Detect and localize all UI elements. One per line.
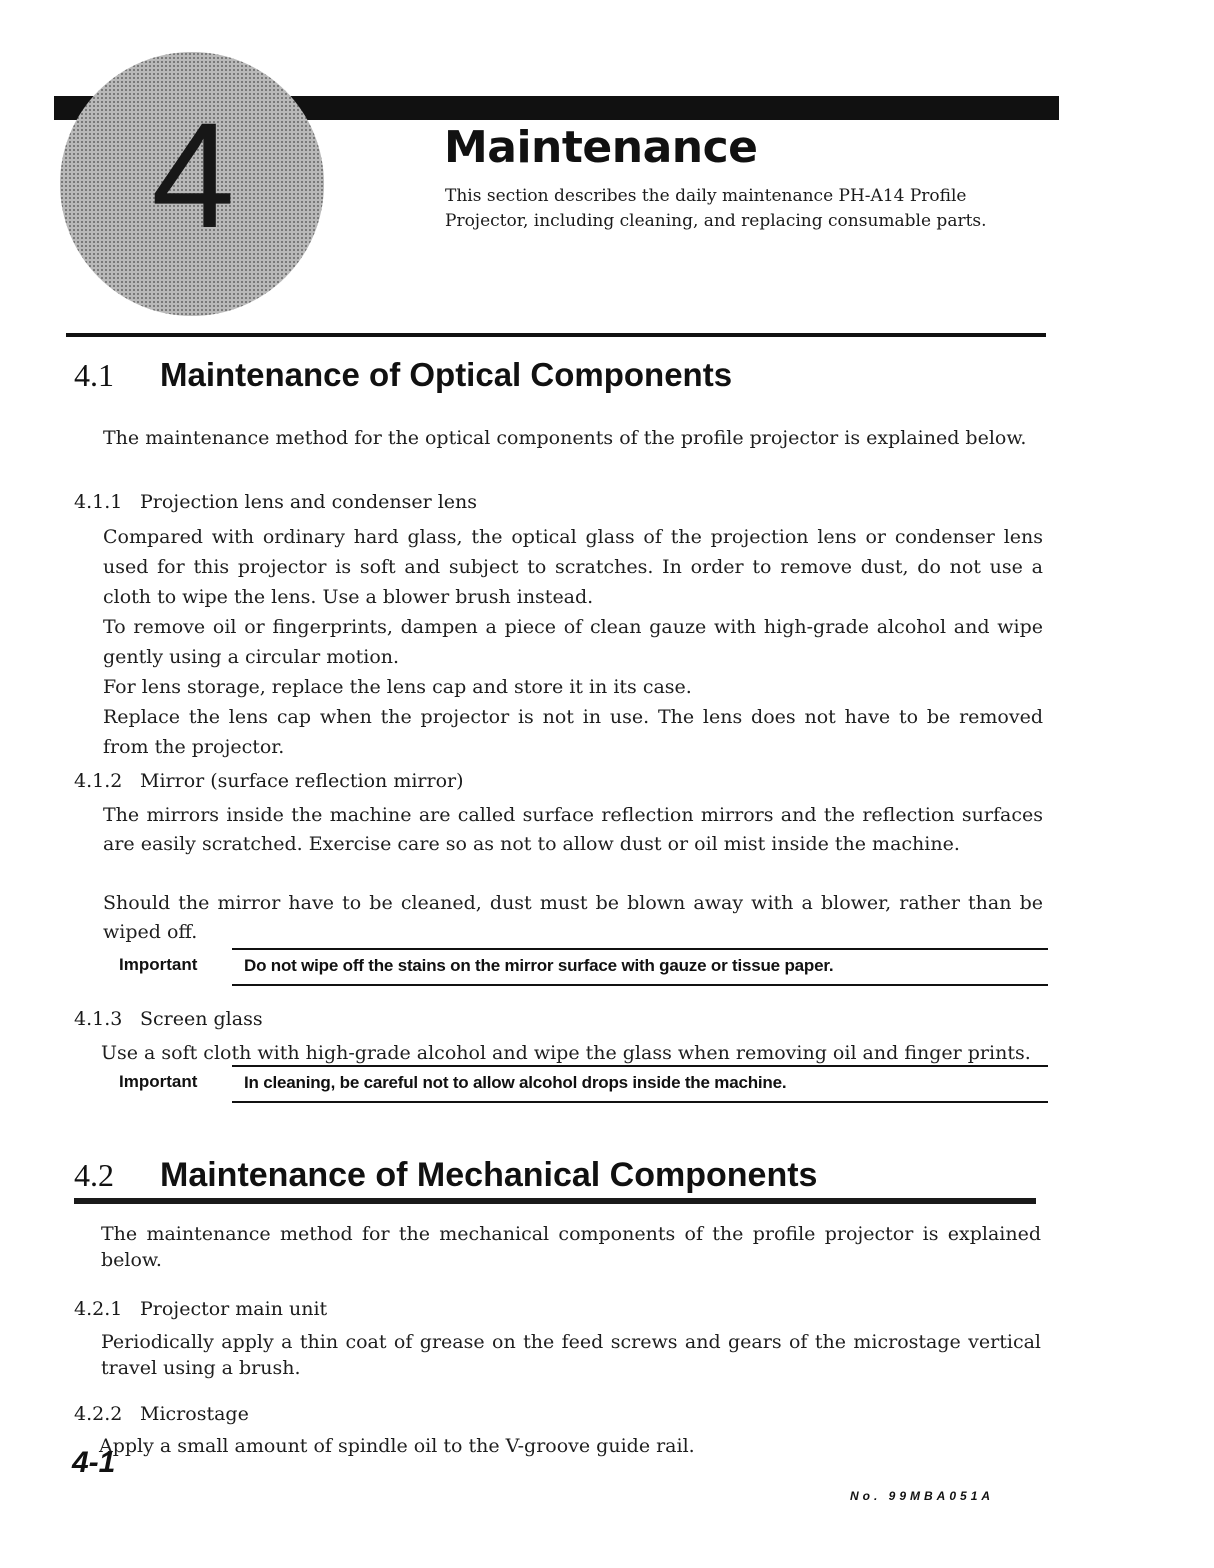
paragraph: Apply a small amount of spindle oil to the V-groove guide rail. <box>99 1435 695 1457</box>
important-rule-top <box>232 1065 1048 1067</box>
subsection-title: Projector main unit <box>140 1298 328 1320</box>
section-number: 4.1 <box>74 357 114 393</box>
section-intro: The maintenance method for the mechanical components of the profile projector is explained below. <box>101 1223 1041 1271</box>
paragraph: Use a soft cloth with high-grade alcohol and wipe the glass when removing oil and finger prints. <box>101 1042 1031 1064</box>
subsection-number: 4.1.2 <box>74 770 123 792</box>
paragraph: Compared with ordinary hard glass, the optical glass of the projection lens or condenser lens used for this projector is soft and subject to scratches. In order to remove dust, do not use a cloth to wipe the lens. Use a blower brush instead. <box>103 526 1043 608</box>
chapter-number: 4 <box>151 91 233 259</box>
paragraph: For lens storage, replace the lens cap and store it in its case. <box>103 676 692 698</box>
paragraph: The mirrors inside the machine are called surface reflection mirrors and the reflection surfaces are easily scratched. Exercise care so as not to allow dust or oil mist inside the machine. <box>103 804 1043 855</box>
section-divider <box>74 1198 1036 1204</box>
important-rule-bottom <box>232 984 1048 986</box>
chapter-title: Maintenance <box>444 122 758 173</box>
section-intro: The maintenance method for the optical components of the profile projector is explained below. <box>103 427 1027 449</box>
important-label: Important <box>119 955 198 974</box>
chapter-description: This section describes the daily maintenance PH-A14 Profile Projector, including cleaning, and replacing consumable parts. <box>445 186 987 231</box>
paragraph: To remove oil or fingerprints, dampen a piece of clean gauze with high-grade alcohol and wipe gently using a circular motion. <box>103 616 1043 668</box>
subsection-number: 4.1.3 <box>74 1008 123 1030</box>
subsection-heading-4-1-2 <box>74 768 464 794</box>
subsection-heading-4-2-2 <box>74 1401 249 1427</box>
subsection-title: Screen glass <box>140 1008 263 1030</box>
subsection-number: 4.2.1 <box>74 1298 123 1320</box>
important-label: Important <box>119 1072 198 1091</box>
important-rule-bottom <box>232 1101 1048 1103</box>
subsection-heading-4-1-1 <box>74 489 477 515</box>
page-number: 4-1 <box>72 1446 116 1479</box>
important-rule-top <box>232 948 1048 950</box>
subsection-title: Mirror (surface reflection mirror) <box>140 770 464 792</box>
paragraph: Periodically apply a thin coat of grease on the feed screws and gears of the microstage vertical travel using a brush. <box>101 1331 1041 1379</box>
paragraph: Should the mirror have to be cleaned, dust must be blown away with a blower, rather than be wiped off. <box>103 892 1043 943</box>
section-title: Maintenance of Optical Components <box>160 356 733 393</box>
section-number: 4.2 <box>74 1157 114 1193</box>
section-heading-4-2 <box>74 1156 817 1195</box>
subsection-title: Microstage <box>140 1403 249 1425</box>
header-divider <box>66 333 1046 337</box>
subsection-heading-4-1-3 <box>74 1006 263 1032</box>
subsection-heading-4-2-1 <box>74 1296 327 1322</box>
document-number: No. 99MBA051A <box>850 1489 995 1503</box>
subsection-number: 4.2.2 <box>74 1403 123 1425</box>
section-heading-4-1 <box>74 356 732 394</box>
important-text: Do not wipe off the stains on the mirror surface with gauze or tissue paper. <box>244 956 834 975</box>
subsection-number: 4.1.1 <box>74 491 123 513</box>
subsection-title: Projection lens and condenser lens <box>140 491 478 513</box>
important-text: In cleaning, be careful not to allow alcohol drops inside the machine. <box>244 1073 787 1092</box>
paragraph: Replace the lens cap when the projector is not in use. The lens does not have to be removed from the projector. <box>103 706 1043 758</box>
section-title: Maintenance of Mechanical Components <box>160 1156 818 1194</box>
